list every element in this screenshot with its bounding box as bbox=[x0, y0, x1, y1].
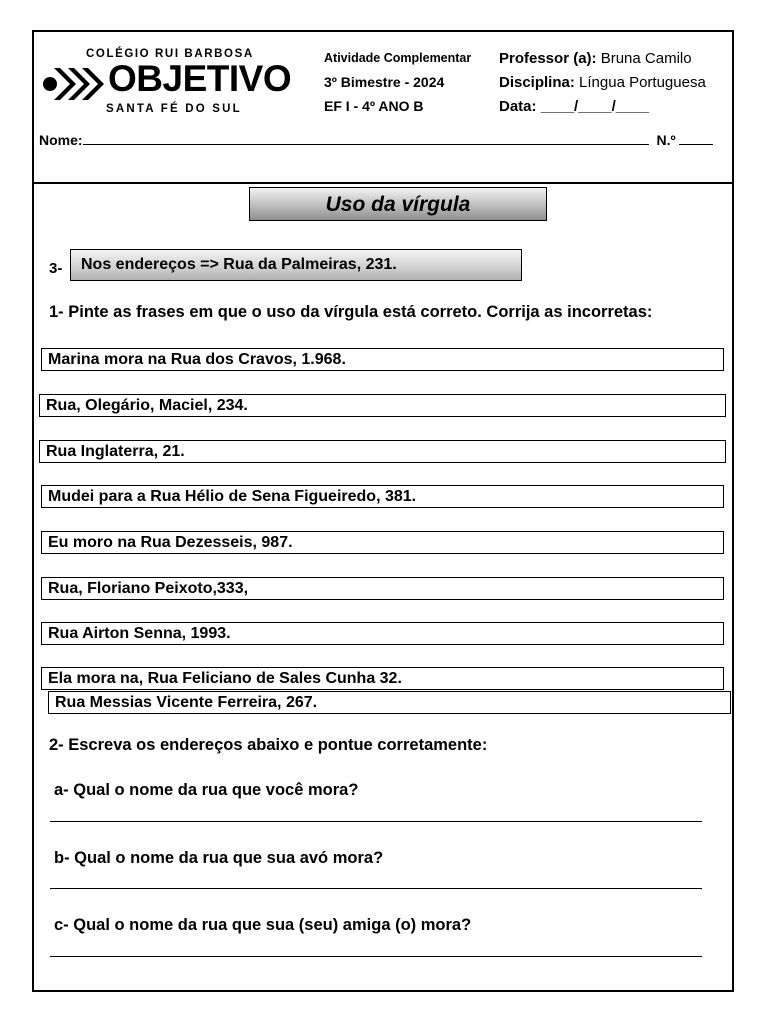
sub-question-b: b- Qual o nome da rua que sua avó mora? bbox=[54, 849, 384, 867]
logo-arrows-icon bbox=[40, 64, 106, 104]
subject-row bbox=[499, 74, 706, 91]
logo-top-text: COLÉGIO RUI BARBOSA bbox=[86, 48, 254, 60]
bimester-label: 3º Bimestre - 2024 bbox=[324, 74, 445, 90]
sentence-option[interactable]: Rua Inglaterra, 21. bbox=[39, 440, 726, 463]
teacher-label: Professor (a): bbox=[499, 50, 597, 67]
logo-main-text: OBJETIVO bbox=[108, 58, 292, 99]
sentence-option[interactable]: Rua, Olegário, Maciel, 234. bbox=[39, 394, 726, 417]
answer-line-a[interactable] bbox=[50, 821, 702, 822]
question-2: 2- Escreva os endereços abaixo e pontue corretamente: bbox=[49, 736, 488, 754]
sub-question-a: a- Qual o nome da rua que você mora? bbox=[54, 781, 359, 799]
sentence-option[interactable]: Eu moro na Rua Dezesseis, 987. bbox=[41, 531, 724, 554]
teacher-value: Bruna Camilo bbox=[600, 50, 692, 67]
sentence-option[interactable]: Mudei para a Rua Hélio de Sena Figueiredo, 381. bbox=[41, 485, 724, 508]
activity-label: Atividade Complementar bbox=[324, 51, 472, 65]
question-1: 1- Pinte as frases em que o uso da vírgula está correto. Corrija as incorretas: bbox=[49, 303, 653, 321]
item3-example: Nos endereços => Rua da Palmeiras, 231. bbox=[70, 249, 522, 281]
teacher-row bbox=[499, 50, 692, 67]
answer-line-c[interactable] bbox=[50, 956, 702, 957]
class-label: EF I - 4º ANO B bbox=[324, 98, 424, 114]
subject-value: Língua Portuguesa bbox=[579, 74, 706, 91]
date-label: Data: bbox=[499, 98, 537, 115]
name-field[interactable] bbox=[83, 132, 649, 145]
worksheet-header bbox=[34, 32, 732, 184]
logo-bottom-text: SANTA FÉ DO SUL bbox=[106, 103, 242, 115]
sentence-option[interactable]: Rua, Floriano Peixoto,333, bbox=[41, 577, 724, 600]
name-label: Nome: bbox=[39, 132, 83, 148]
sentence-option[interactable]: Marina mora na Rua dos Cravos, 1.968. bbox=[41, 348, 724, 371]
date-row bbox=[499, 98, 649, 115]
sub-question-c: c- Qual o nome da rua que sua (seu) amiga (o) mora? bbox=[54, 916, 472, 934]
name-row bbox=[39, 132, 713, 148]
number-label: N.º bbox=[656, 132, 676, 148]
number-field[interactable] bbox=[679, 132, 713, 145]
sentence-option[interactable]: Rua Airton Senna, 1993. bbox=[41, 622, 724, 645]
worksheet-title: Uso da vírgula bbox=[249, 187, 547, 221]
sentence-option[interactable]: Ela mora na, Rua Feliciano de Sales Cunha 32. bbox=[41, 667, 724, 690]
answer-line-b[interactable] bbox=[50, 888, 702, 889]
subject-label: Disciplina: bbox=[499, 74, 575, 91]
school-logo bbox=[40, 48, 312, 118]
sentence-option[interactable]: Rua Messias Vicente Ferreira, 267. bbox=[48, 691, 731, 714]
item3-number: 3- bbox=[49, 260, 63, 277]
date-field[interactable]: ____/____/____ bbox=[540, 98, 650, 115]
worksheet bbox=[32, 30, 734, 992]
